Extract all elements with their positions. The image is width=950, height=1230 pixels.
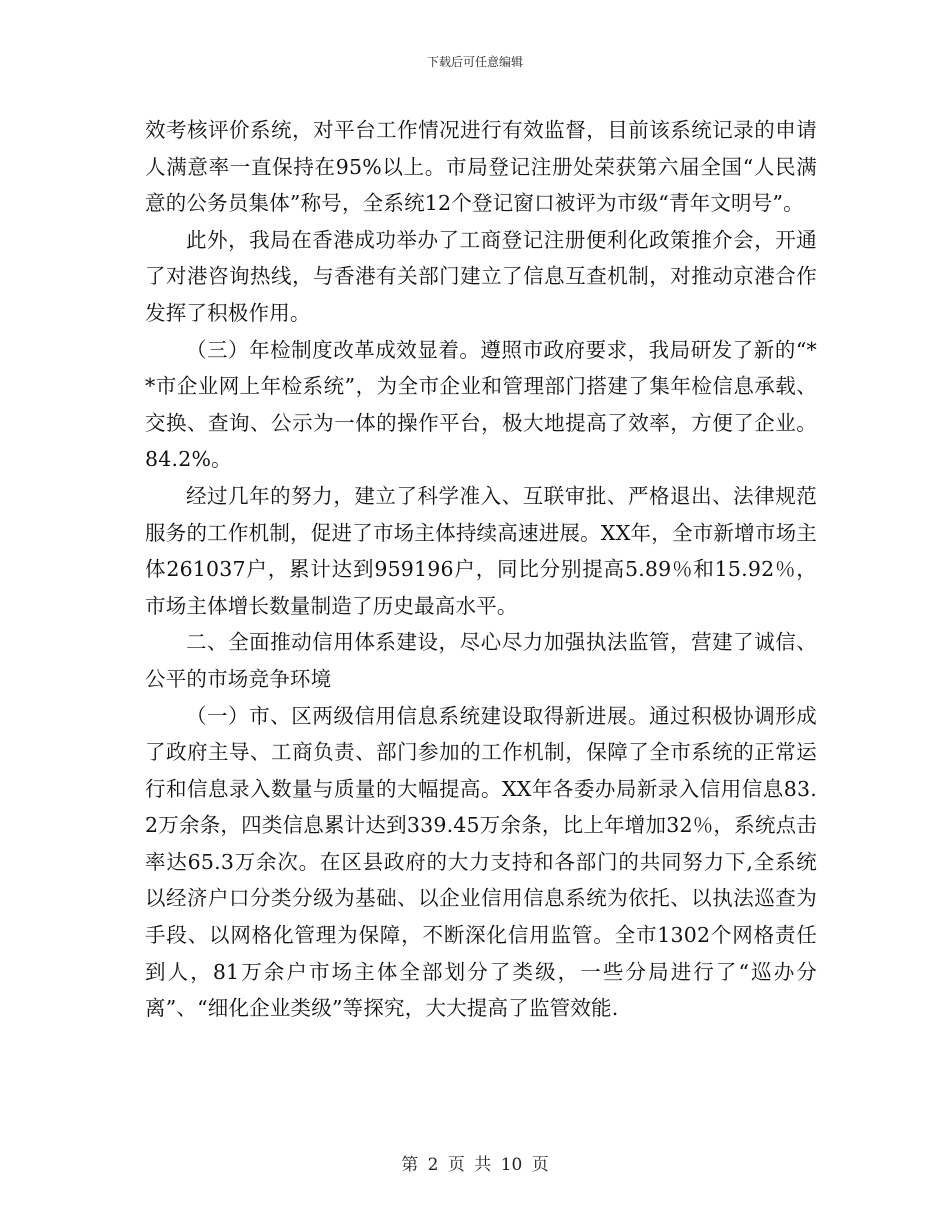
section-heading-credit-system: 二、全面推动信用体系建设，尽心尽力加强执法监管，营建了诚信、公平的市场竞争环境 <box>145 630 817 691</box>
paragraph-credit-info-system: （一）市、区两级信用信息系统建设取得新进展。通过积极协调形成了政府主导、工商负责、部门参加的工作机制，保障了全市系统的正常运行和信息录入数量与质量的大幅提高。XX年各委办局新录入信用信息83.2万余条，四类信息累计达到339.45万余条，比上年增加32％，系统点击率达65.3万余次。在区县政府的大力支持和各部门的共同努力下,全系统以经济户口分类分级为基础、以企业信用信息系统为依托、以执法巡查为手段、以网格化管理为保障，不断深化信用监管。全市1302个网格责任到人，81万余户市场主体全部划分了类级，一些分局进行了“巡办分离”、“细化企业类级”等探究，大大提高了监管效能. <box>145 703 817 1021</box>
paragraph-market-growth: 经过几年的努力，建立了科学准入、互联审批、严格退出、法律规范服务的工作机制，促进了市场主体持续高速进展。XX年，全市新增市场主体261037户，累计达到959196户，同比分别提高5.89％和15.92％，市场主体增长数量制造了历史最高水平。 <box>145 483 817 618</box>
document-body <box>145 112 817 1027</box>
paragraph-hong-kong: 此外，我局在香港成功举办了工商登记注册便利化政策推介会，开通了对港咨询热线，与香港有关部门建立了信息互查机制，对推动京港合作发挥了积极作用。 <box>145 227 817 325</box>
paragraph-annual-inspection: （三）年检制度改革成效显着。遵照市政府要求，我局研发了新的“**市企业网上年检系统”，为全市企业和管理部门搭建了集年检信息承载、交换、查询、公示为一体的操作平台，极大地提高了效率，方便了企业。84.2%。 <box>145 337 817 472</box>
page-number-footer: 第 2 页 共 10 页 <box>401 1155 549 1175</box>
paragraph-continued: 效考核评价系统，对平台工作情况进行有效监督，目前该系统记录的申请人满意率一直保持在95%以上。市局登记注册处荣获第六届全国“人民满意的公务员集体”称号，全系统12个登记窗口被评为市级“青年文明号”。 <box>145 118 817 216</box>
page-header: 下载后可任意编辑 <box>426 55 523 69</box>
